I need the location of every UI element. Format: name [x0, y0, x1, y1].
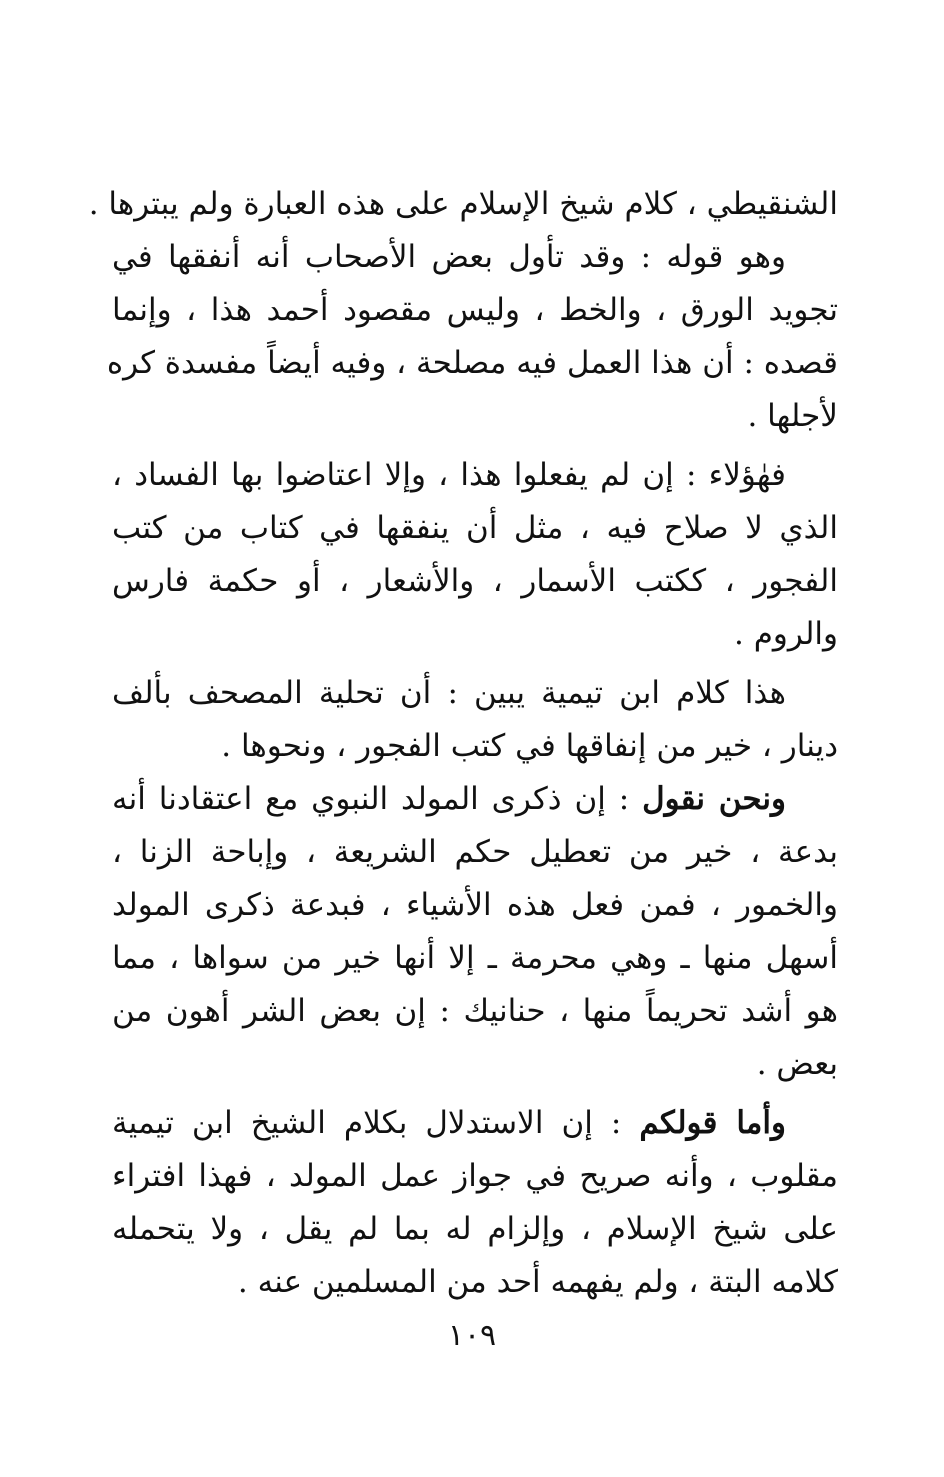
- text-run: : إن الاستدلال بكلام الشيخ ابن تيمية: [112, 1105, 640, 1141]
- text-line: بدعة ، خير من تعطيل حكم الشريعة ، وإباحة الزنا ،: [112, 834, 838, 870]
- text-line: الفجور ، ككتب الأسمار ، والأشعار ، أو حكمة فارس: [112, 563, 838, 599]
- text-line: فهٰؤلاء : إن لم يفعلوا هذا ، وإلا اعتاضوا بها الفساد ،: [112, 457, 786, 493]
- text-line: وهو قوله : وقد تأول بعض الأصحاب أنه أنفقها في: [112, 239, 786, 275]
- text-line: هذا كلام ابن تيمية يبين : أن تحلية المصحف بألف: [112, 675, 786, 711]
- text-line: كلامه البتة ، ولم يفهمه أحد من المسلمين عنه .: [237, 1264, 838, 1300]
- text-line: قصده : أن هذا العمل فيه مصلحة ، وفيه أيضاً مفسدة كره: [106, 345, 838, 381]
- text-line: والروم .: [733, 616, 838, 652]
- bold-lead-phrase: ونحن نقول: [642, 781, 786, 817]
- page-number: ١٠٩: [447, 1318, 497, 1353]
- text-line: والخمور ، فمن فعل هذه الأشياء ، فبدعة ذكرى المولد: [112, 887, 838, 923]
- text-line: تجويد الورق ، والخط ، وليس مقصود أحمد هذا ، وإنما: [112, 292, 838, 328]
- bold-lead-phrase: وأما قولكم: [639, 1105, 786, 1141]
- text-line: أسهل منها ـ وهي محرمة ـ إلا أنها خير من سواها ، مما: [112, 940, 838, 976]
- text-line: لأجلها .: [747, 398, 838, 434]
- text-line: دينار ، خير من إنفاقها في كتب الفجور ، ونحوها .: [221, 728, 838, 764]
- text-line: الذي لا صلاح فيه ، مثل أن ينفقها في كتاب من كتب: [112, 510, 838, 546]
- text-line: بعض .: [756, 1046, 838, 1082]
- text-line: الشنقيطي ، كلام شيخ الإسلام على هذه العبارة ولم يبترها .: [88, 186, 838, 222]
- text-line: هو أشد تحريماً منها ، حنانيك : إن بعض الشر أهون من: [112, 993, 838, 1029]
- text-line: على شيخ الإسلام ، وإلزام له بما لم يقل ، ولا يتحمله: [112, 1211, 838, 1247]
- body-text: [88, 178, 838, 1309]
- text-run: : إن ذكرى المولد النبوي مع اعتقادنا أنه: [112, 781, 643, 817]
- text-line: مقلوب ، وأنه صريح في جواز عمل المولد ، فهذا افتراء: [112, 1158, 838, 1194]
- text-line: [112, 1097, 838, 1150]
- text-line: [112, 773, 838, 826]
